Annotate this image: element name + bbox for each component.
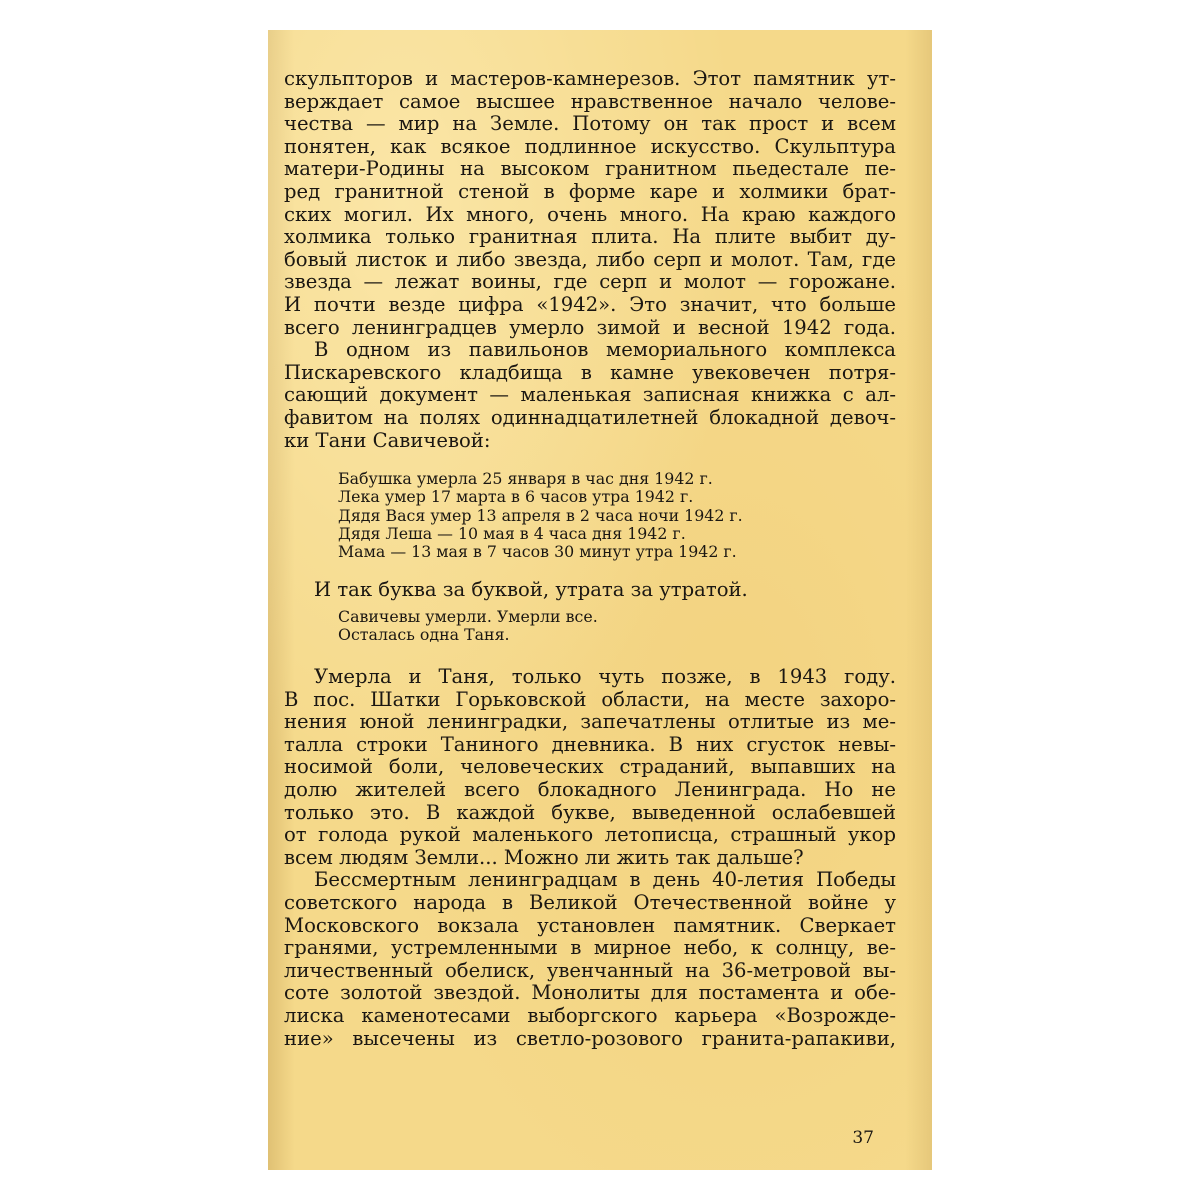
text-line: соте золотой звездой. Монолиты для постамента и обе- <box>284 981 896 1005</box>
diary-entry: Дядя Леша — 10 мая в 4 часа дня 1942 г. <box>338 523 686 543</box>
text-line: ки Тани Савичевой: <box>284 428 491 452</box>
text-line: всем людям Земли... Можно ли жить так дальше? <box>284 845 804 869</box>
diary-entry: Дядя Вася умер 13 апреля в 2 часа ночи 1942 г. <box>338 505 743 525</box>
text-line: И почти везде цифра «1942». Это значит, что больше <box>284 292 896 316</box>
text-line: скульпторов и мастеров-камнерезов. Этот памятник ут- <box>284 67 896 90</box>
text-line: носимой боли, человеческих страданий, выпавших на <box>284 755 896 779</box>
text-line: бовый листок и либо звезда, либо серп и молот. Там, где <box>284 247 896 271</box>
closing-quote <box>284 608 896 644</box>
quote-line: Осталась одна Таня. <box>338 624 510 644</box>
text-line: В одном из павильонов мемориального комплекса <box>314 338 896 362</box>
text-line: холмика только гранитная плита. На плите выбит ду- <box>284 225 896 249</box>
paragraph-3 <box>284 666 896 869</box>
quote-line: Савичевы умерли. Умерли все. <box>338 606 598 626</box>
text-line: ских могил. Их много, очень много. На краю каждого <box>284 202 896 226</box>
text-line: ние» высечены из светло-розового гранита-рапакиви, <box>284 1026 896 1050</box>
paragraph-2 <box>284 339 896 452</box>
text-line: верждает самое высшее нравственное начало челове- <box>284 89 896 113</box>
text-line: Московского вокзала установлен памятник. Сверкает <box>284 913 896 937</box>
paragraph-4 <box>284 869 896 1050</box>
diary-entry: Бабушка умерла 25 января в час дня 1942 г. <box>338 469 713 489</box>
text-line: В пос. Шатки Горьковской области, на месте захоро- <box>284 687 896 711</box>
text-line: Бессмертным ленинградцам в день 40-летия Победы <box>314 868 896 892</box>
text-line: матери-Родины на высоком гранитном пьедестале пе- <box>284 157 896 181</box>
text-line: лиска каменотесами выборгского карьера «Возрожде- <box>284 1004 896 1028</box>
text-line: всего ленинградцев умерло зимой и весной 1942 года. <box>284 315 896 339</box>
text-line: фавитом на полях одиннадцатилетней блокадной девоч- <box>284 405 896 429</box>
text-line: гранями, устремленными в мирное небо, к солнцу, ве- <box>284 936 896 960</box>
book-page <box>268 30 932 1170</box>
page-number: 37 <box>852 1128 874 1148</box>
text-line: Умерла и Таня, только чуть позже, в 1943 году. <box>314 665 896 689</box>
text-line: советского народа в Великой Отечественной войне у <box>284 891 896 915</box>
text-line: чества — мир на Земле. Потому он так прост и всем <box>284 112 896 136</box>
paragraph-1 <box>284 68 896 339</box>
diary-entry: Мама — 13 мая в 7 часов 30 минут утра 1942 г. <box>338 541 737 561</box>
text-line: сающий документ — маленькая записная книжка с ал- <box>284 383 896 407</box>
text-line: личественный обелиск, увенчанный на 36-метровой вы- <box>284 958 896 982</box>
text-line: нения юной ленинградки, запечатлены отлитые из ме- <box>284 710 896 734</box>
text-line: понятен, как всякое подлинное искусство. Скульптура <box>284 134 896 158</box>
text-line: звезда — лежат воины, где серп и молот — горожане. <box>284 270 896 294</box>
diary-entry: Лека умер 17 марта в 6 часов утра 1942 г. <box>338 487 694 507</box>
text-line: Пискаревского кладбища в камне увековечен потря- <box>284 360 896 384</box>
text-line: только это. В каждой букве, выведенной ослабевшей <box>284 800 896 824</box>
page-text <box>284 68 896 1050</box>
text-line: ред гранитной стеной в форме каре и холмики брат- <box>284 179 896 203</box>
text-line: талла строки Таниного дневника. В них сгусток невы- <box>284 732 896 756</box>
text-line: от голода рукой маленького летописца, страшный укор <box>284 823 896 847</box>
standalone-line: И так буква за буквой, утрата за утратой. <box>314 578 748 602</box>
diary-entries <box>284 470 896 561</box>
text-line: долю жителей всего блокадного Ленинграда. Но не <box>284 778 896 802</box>
